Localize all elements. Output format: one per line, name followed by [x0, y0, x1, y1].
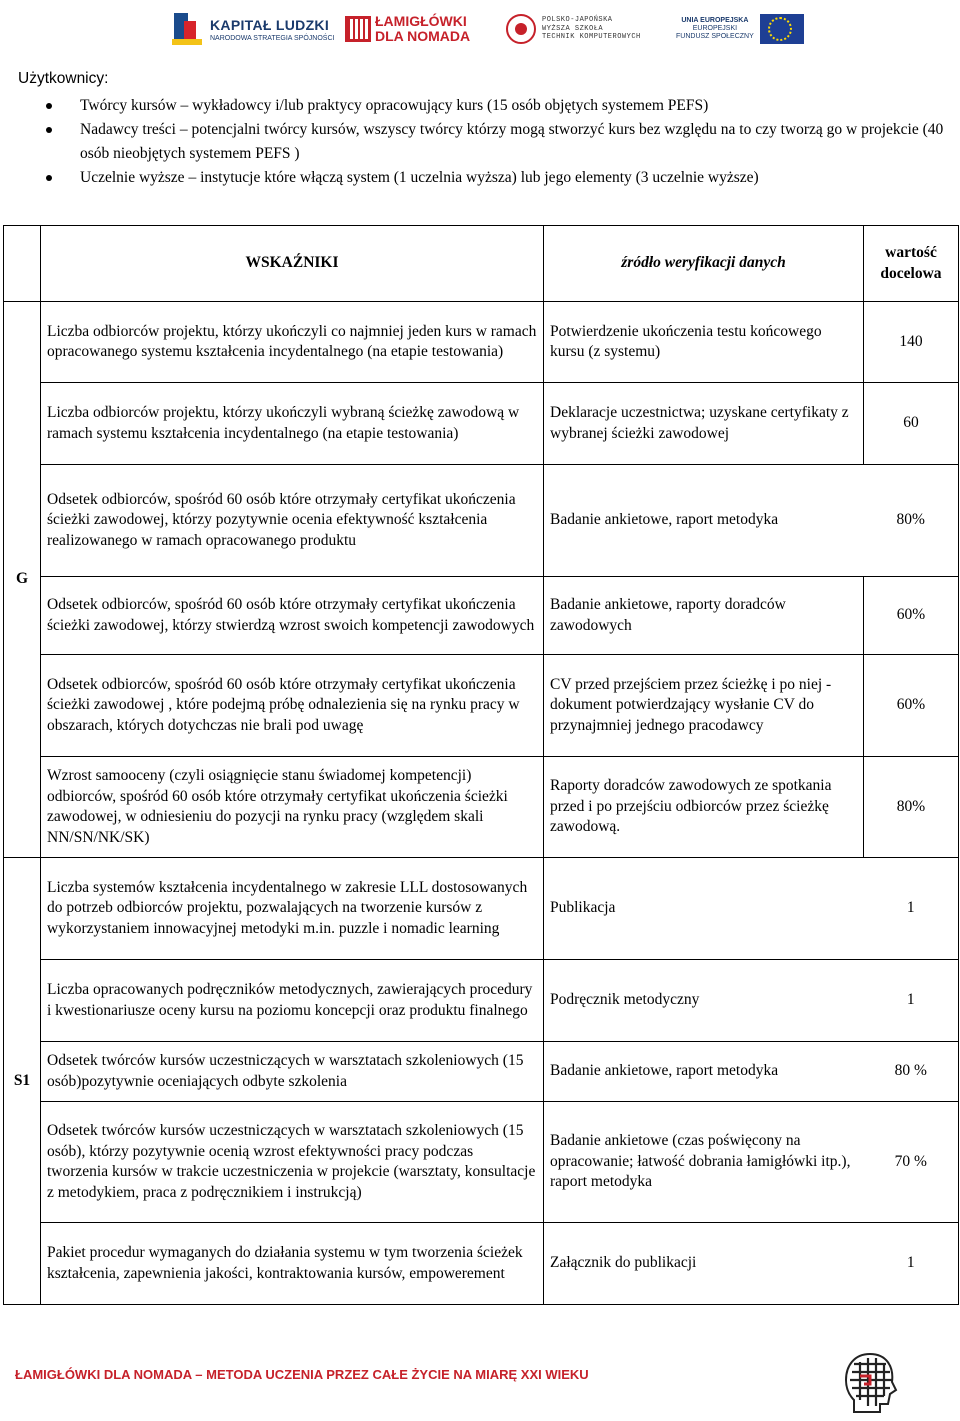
table-row — [4, 1223, 959, 1305]
table-row — [4, 655, 959, 757]
table-header-row — [4, 226, 959, 302]
bullet-icon — [46, 103, 52, 109]
maze-icon — [345, 16, 371, 42]
source-cell: Badanie ankietowe, raport metodyka — [544, 1042, 864, 1102]
indicators-table — [3, 225, 959, 1305]
lamiglowki-line1: ŁAMIGŁÓWKI — [375, 13, 467, 30]
source-cell: Badanie ankietowe (czas poświęcony na opracowanie; łatwość dobrania łamigłówki itp.), raport metodyka — [544, 1102, 864, 1223]
target-cell: 60% — [864, 655, 959, 757]
eu-line2: EUROPEJSKI — [692, 24, 738, 32]
source-cell: Załącznik do publikacji — [544, 1223, 864, 1305]
table-row — [4, 465, 959, 577]
pjwstk-line1: POLSKO-JAPOŃSKA — [542, 16, 613, 25]
header-logos — [0, 0, 960, 60]
users-list-item: Uczelnie wyższe – instytucje które włączą system (1 uczelnia wyższa) lub jego elementy (3 uczelnie wyższe) — [0, 166, 960, 190]
pjwstk-line2: WYŻSZA SZKOŁA — [542, 24, 604, 33]
pjwstk-line3: TECHNIK KOMPUTEROWYCH — [542, 33, 641, 42]
table-row — [4, 858, 959, 960]
indicator-cell: Liczba systemów kształcenia incydentalnego w zakresie LLL dostosowanych do potrzeb odbiorców projektu, pozwalających na tworzenie kursów z wykorzystaniem innowacyjnej metodyki m.in. puzzle i nomadic learning — [41, 858, 544, 960]
header-indicators: WSKAŹNIKI — [41, 226, 544, 302]
indicator-cell: Odsetek odbiorców, spośród 60 osób które otrzymały certyfikat ukończenia ścieżki zawodowej , które podejmą próbę odnalezienia się na rynku pracy w obszarach, których dotychczas nie brali pod uwagę — [41, 655, 544, 757]
target-cell: 80% — [864, 465, 959, 577]
header-empty-cell — [4, 226, 41, 302]
pjwstk-emblem-icon — [506, 14, 536, 44]
indicator-cell: Odsetek twórców kursów uczestniczących w warsztatach szkoleniowych (15 osób), którzy pozytywnie ocenią wzrost efektywności pracy podczas tworzenia kursów w trakcie uczestniczenia w projekcie (warsztaty, konsultacje z metodykiem, praca z podręcznikiem i instrukcją) — [41, 1102, 544, 1223]
kapital-ludzki-tagline: NARODOWA STRATEGIA SPÓJNOŚCI — [210, 34, 335, 42]
target-cell: 80 % — [864, 1042, 959, 1102]
indicator-cell: Liczba odbiorców projektu, którzy ukończyli co najmniej jeden kurs w ramach opracowanego systemu kształcenia incydentalnego (na etapie testowania) — [41, 302, 544, 383]
footer-text: ŁAMIGŁÓWKI DLA NOMADA – METODA UCZENIA PRZEZ CAŁE ŻYCIE NA MIARĘ XXI WIEKU — [15, 1367, 589, 1382]
header-target: wartość docelowa — [864, 226, 959, 302]
pjwstk-logo — [506, 6, 641, 52]
table-row — [4, 383, 959, 465]
source-cell: Publikacja — [544, 858, 864, 960]
table-row — [4, 1042, 959, 1102]
bullet-icon — [46, 175, 52, 181]
indicator-cell: Liczba opracowanych podręczników metodycznych, zawierających procedury i kwestionariusze oceny kursu na poziomu koncepcji oraz produktu finalnego — [41, 960, 544, 1042]
target-cell: 1 — [864, 1223, 959, 1305]
header-source: źródło weryfikacji danych — [544, 226, 864, 302]
eu-line3: FUNDUSZ SPOŁECZNY — [676, 33, 754, 41]
lamiglowki-line2: DLA NOMADA — [375, 28, 471, 44]
target-cell: 60% — [864, 577, 959, 655]
bullet-icon — [46, 127, 52, 133]
lamiglowki-logo — [345, 6, 470, 52]
source-cell: Potwierdzenie ukończenia testu końcowego kursu (z systemu) — [544, 302, 864, 383]
table-row — [4, 577, 959, 655]
group-label-s1: S1 — [4, 858, 41, 1305]
source-cell: Badanie ankietowe, raport metodyka — [544, 465, 864, 577]
users-list — [0, 94, 960, 190]
indicator-cell: Liczba odbiorców projektu, którzy ukończyli wybraną ścieżkę zawodową w ramach systemu kształcenia incydentalnego (na etapie testowania) — [41, 383, 544, 465]
target-cell: 1 — [864, 858, 959, 960]
target-cell: 80% — [864, 757, 959, 858]
table-row — [4, 302, 959, 383]
indicator-cell: Odsetek odbiorców, spośród 60 osób które otrzymały certyfikat ukończenia ścieżki zawodowej, którzy stwierdzą wzrost swoich kompetencji zawodowych — [41, 577, 544, 655]
kapital-ludzki-logo — [170, 6, 334, 52]
target-cell: 70 % — [864, 1102, 959, 1223]
source-cell: Deklaracje uczestnictwa; uzyskane certyfikaty z wybranej ścieżki zawodowej — [544, 383, 864, 465]
eu-logo — [676, 6, 804, 52]
group-label-g: G — [4, 302, 41, 858]
kapital-ludzki-name: KAPITAŁ LUDZKI — [210, 16, 330, 33]
indicator-cell: Pakiet procedur wymaganych do działania systemu w tym tworzenia ścieżek kształcenia, zapewnienia jakości, kontraktowania kursów, empowerement — [41, 1223, 544, 1305]
users-list-item: Twórcy kursów – wykładowcy i/lub praktycy opracowujący kurs (15 osób objętych systemem PEFS) — [0, 94, 960, 118]
target-cell: 140 — [864, 302, 959, 383]
table-row — [4, 960, 959, 1042]
kapital-ludzki-mark-icon — [170, 9, 204, 49]
indicator-cell: Odsetek odbiorców, spośród 60 osób które otrzymały certyfikat ukończenia ścieżki zawodowej, którzy pozytywnie ocenia efektywność kształcenia realizowanego w ramach opracowanego produktu — [41, 465, 544, 577]
table-row — [4, 757, 959, 858]
source-cell: Badanie ankietowe, raporty doradców zawodowych — [544, 577, 864, 655]
eu-flag-icon — [760, 14, 804, 44]
source-cell: Podręcznik metodyczny — [544, 960, 864, 1042]
target-cell: 1 — [864, 960, 959, 1042]
target-cell: 60 — [864, 383, 959, 465]
indicator-cell: Odsetek twórców kursów uczestniczących w warsztatach szkoleniowych (15 osób)pozytywnie oceniających odbyte szkolenia — [41, 1042, 544, 1102]
eu-line1: UNIA EUROPEJSKA — [681, 16, 749, 24]
users-title: Użytkownicy: — [18, 70, 109, 87]
users-list-item: Nadawcy treści – potencjalni twórcy kursów, wszyscy twórcy którzy mogą stworzyć kurs bez względu na to czy tworzą go w projekcie (40 osób nieobjętych systemem PEFS ) — [0, 118, 960, 166]
indicator-cell: Wzrost samooceny (czyli osiągnięcie stanu świadomej kompetencji) odbiorców, spośród 60 osób które otrzymały certyfikat ukończenia ścieżki zawodowej, w odniesieniu do pozycji na rynku pracy (względem skali NN/SN/NK/SK) — [41, 757, 544, 858]
maze-head-logo-icon — [840, 1350, 902, 1416]
source-cell: Raporty doradców zawodowych ze spotkania przed i po przejściu odbiorców przez ścieżkę zawodową. — [544, 757, 864, 858]
table-row — [4, 1102, 959, 1223]
source-cell: CV przed przejściem przez ścieżkę i po niej - dokument potwierdzający wysłanie CV do przynajmniej jednego pracodawcy — [544, 655, 864, 757]
